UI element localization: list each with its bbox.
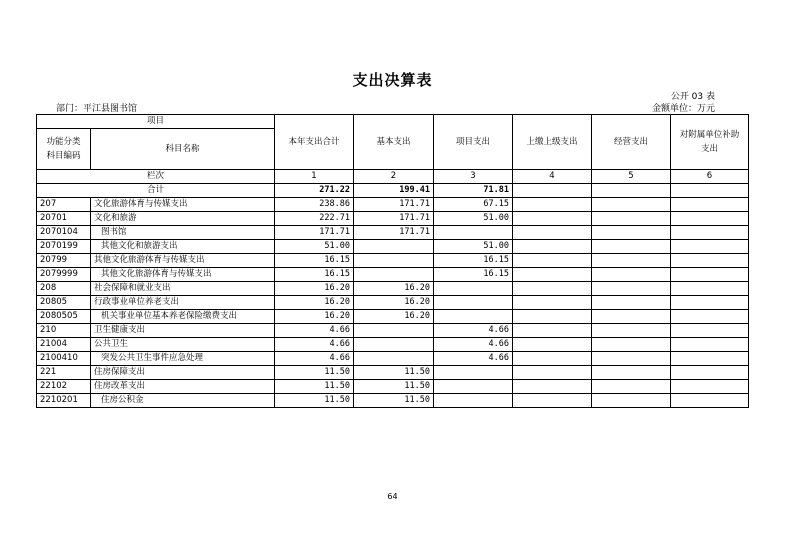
row-name: 突发公共卫生事件应急处理: [91, 352, 275, 366]
row-subsidy: [671, 198, 749, 212]
row-upper: [513, 366, 592, 380]
row-basic: [354, 324, 434, 338]
row-upper: [513, 212, 592, 226]
table-row: [37, 310, 749, 324]
col-num: 2: [354, 170, 434, 184]
total-basic: 199.41: [354, 184, 434, 198]
row-basic: [354, 338, 434, 352]
row-subsidy: [671, 296, 749, 310]
row-name: 图书馆: [91, 226, 275, 240]
row-name: 住房改革支出: [91, 380, 275, 394]
total-upper: [513, 184, 592, 198]
table-row: [37, 240, 749, 254]
row-subsidy: [671, 282, 749, 296]
total-business: [592, 184, 671, 198]
row-code: 20799: [37, 254, 91, 268]
row-basic: [354, 268, 434, 282]
row-total: 4.66: [275, 352, 354, 366]
col-num: 1: [275, 170, 354, 184]
table-row: [37, 212, 749, 226]
row-project: 51.00: [434, 240, 513, 254]
header-item: 项目: [37, 115, 275, 129]
header-subject-name: 科目名称: [91, 129, 275, 170]
row-project: [434, 380, 513, 394]
header-subsidy-line1: 对附属单位补助: [679, 130, 740, 140]
total-row: [37, 184, 749, 198]
row-business: [592, 296, 671, 310]
row-business: [592, 226, 671, 240]
row-basic: [354, 254, 434, 268]
total-label: 合计: [37, 184, 275, 198]
row-subsidy: [671, 380, 749, 394]
header-subsidy-line2: 支出: [701, 144, 719, 154]
table-row: [37, 254, 749, 268]
row-subsidy: [671, 366, 749, 380]
row-upper: [513, 282, 592, 296]
page-number: 64: [387, 492, 398, 501]
row-total: 4.66: [275, 338, 354, 352]
row-name: 住房保障支出: [91, 366, 275, 380]
total-subsidy: [671, 184, 749, 198]
row-upper: [513, 198, 592, 212]
row-name: 社会保障和就业支出: [91, 282, 275, 296]
row-upper: [513, 380, 592, 394]
row-project: 16.15: [434, 268, 513, 282]
row-project: [434, 394, 513, 408]
row-name: 文化和旅游: [91, 212, 275, 226]
row-basic: 171.71: [354, 226, 434, 240]
row-basic: 171.71: [354, 198, 434, 212]
row-name: 行政事业单位养老支出: [91, 296, 275, 310]
row-upper: [513, 226, 592, 240]
row-code: 208: [37, 282, 91, 296]
row-upper: [513, 296, 592, 310]
row-subsidy: [671, 240, 749, 254]
row-code: 21004: [37, 338, 91, 352]
header-func-code: [37, 129, 91, 170]
row-project: [434, 282, 513, 296]
row-project: 4.66: [434, 352, 513, 366]
row-subsidy: [671, 352, 749, 366]
row-subsidy: [671, 394, 749, 408]
row-total: 16.15: [275, 268, 354, 282]
row-code: 210: [37, 324, 91, 338]
row-project: [434, 366, 513, 380]
row-project: 67.15: [434, 198, 513, 212]
table-row: [37, 198, 749, 212]
row-project: [434, 296, 513, 310]
row-project: 4.66: [434, 338, 513, 352]
row-upper: [513, 324, 592, 338]
form-code: 公开 03 表: [670, 92, 715, 102]
row-code: 2080505: [37, 310, 91, 324]
header-row-item: [37, 115, 749, 129]
row-total: 11.50: [275, 394, 354, 408]
row-basic: 171.71: [354, 212, 434, 226]
department-label: 部门：平江县图书馆: [56, 104, 138, 114]
row-code: 2070104: [37, 226, 91, 240]
row-project: [434, 226, 513, 240]
row-name: 其他文化旅游体育与传媒支出: [91, 268, 275, 282]
table-row: [37, 352, 749, 366]
row-upper: [513, 254, 592, 268]
row-code: 207: [37, 198, 91, 212]
row-total: 171.71: [275, 226, 354, 240]
row-total: 16.20: [275, 310, 354, 324]
row-upper: [513, 240, 592, 254]
row-code: 2070199: [37, 240, 91, 254]
row-name: 机关事业单位基本养老保险缴费支出: [91, 310, 275, 324]
header-basic: 基本支出: [354, 115, 434, 170]
row-basic: 16.20: [354, 310, 434, 324]
row-total: 16.20: [275, 296, 354, 310]
header-project: 项目支出: [434, 115, 513, 170]
row-code: 221: [37, 366, 91, 380]
row-basic: 16.20: [354, 296, 434, 310]
row-upper: [513, 394, 592, 408]
table-row: [37, 296, 749, 310]
row-name: 其他文化旅游体育与传媒支出: [91, 254, 275, 268]
row-total: 51.00: [275, 240, 354, 254]
row-business: [592, 254, 671, 268]
row-business: [592, 338, 671, 352]
row-code: 2100410: [37, 352, 91, 366]
row-business: [592, 380, 671, 394]
table-row: [37, 338, 749, 352]
row-project: [434, 310, 513, 324]
header-func-code-line2: 科目编码: [46, 151, 81, 161]
column-index-row: [37, 170, 749, 184]
row-subsidy: [671, 338, 749, 352]
row-upper: [513, 352, 592, 366]
row-subsidy: [671, 212, 749, 226]
row-basic: 16.20: [354, 282, 434, 296]
row-total: 16.20: [275, 282, 354, 296]
row-project: 4.66: [434, 324, 513, 338]
row-upper: [513, 268, 592, 282]
col-num: 6: [671, 170, 749, 184]
table-row: [37, 226, 749, 240]
row-name: 文化旅游体育与传媒支出: [91, 198, 275, 212]
row-code: 2079999: [37, 268, 91, 282]
header-total: 本年支出合计: [275, 115, 354, 170]
row-business: [592, 282, 671, 296]
row-business: [592, 394, 671, 408]
table-row: [37, 380, 749, 394]
row-subsidy: [671, 226, 749, 240]
row-total: 11.50: [275, 380, 354, 394]
col-num: 4: [513, 170, 592, 184]
amount-unit: 金额单位：万元: [651, 104, 715, 114]
row-subsidy: [671, 254, 749, 268]
row-basic: [354, 352, 434, 366]
row-business: [592, 366, 671, 380]
row-code: 20805: [37, 296, 91, 310]
row-total: 16.15: [275, 254, 354, 268]
expenditure-table: [36, 114, 749, 408]
col-num: 5: [592, 170, 671, 184]
row-upper: [513, 310, 592, 324]
header-subsidy: [671, 115, 749, 170]
table-row: [37, 282, 749, 296]
header-business: 经营支出: [592, 115, 671, 170]
table-title: 支出决算表: [352, 71, 433, 89]
header-func-code-line1: 功能分类: [46, 137, 81, 147]
row-business: [592, 240, 671, 254]
column-index-label: 栏次: [37, 170, 275, 184]
row-total: 11.50: [275, 366, 354, 380]
col-num: 3: [434, 170, 513, 184]
table-row: [37, 366, 749, 380]
row-subsidy: [671, 268, 749, 282]
row-business: [592, 198, 671, 212]
header-upper: 上缴上级支出: [513, 115, 592, 170]
total-project: 71.81: [434, 184, 513, 198]
row-upper: [513, 338, 592, 352]
table-row: [37, 394, 749, 408]
row-name: 住房公积金: [91, 394, 275, 408]
row-business: [592, 324, 671, 338]
row-basic: 11.50: [354, 394, 434, 408]
row-name: 卫生健康支出: [91, 324, 275, 338]
row-business: [592, 310, 671, 324]
row-subsidy: [671, 310, 749, 324]
row-name: 其他文化和旅游支出: [91, 240, 275, 254]
row-business: [592, 352, 671, 366]
table-row: [37, 324, 749, 338]
row-subsidy: [671, 324, 749, 338]
row-business: [592, 268, 671, 282]
row-basic: 11.50: [354, 380, 434, 394]
row-basic: 11.50: [354, 366, 434, 380]
row-project: 16.15: [434, 254, 513, 268]
row-total: 238.86: [275, 198, 354, 212]
total-sum: 271.22: [275, 184, 354, 198]
row-code: 22102: [37, 380, 91, 394]
row-name: 公共卫生: [91, 338, 275, 352]
row-basic: [354, 240, 434, 254]
row-project: 51.00: [434, 212, 513, 226]
table-row: [37, 268, 749, 282]
row-business: [592, 212, 671, 226]
row-total: 4.66: [275, 324, 354, 338]
row-code: 2210201: [37, 394, 91, 408]
row-total: 222.71: [275, 212, 354, 226]
row-code: 20701: [37, 212, 91, 226]
